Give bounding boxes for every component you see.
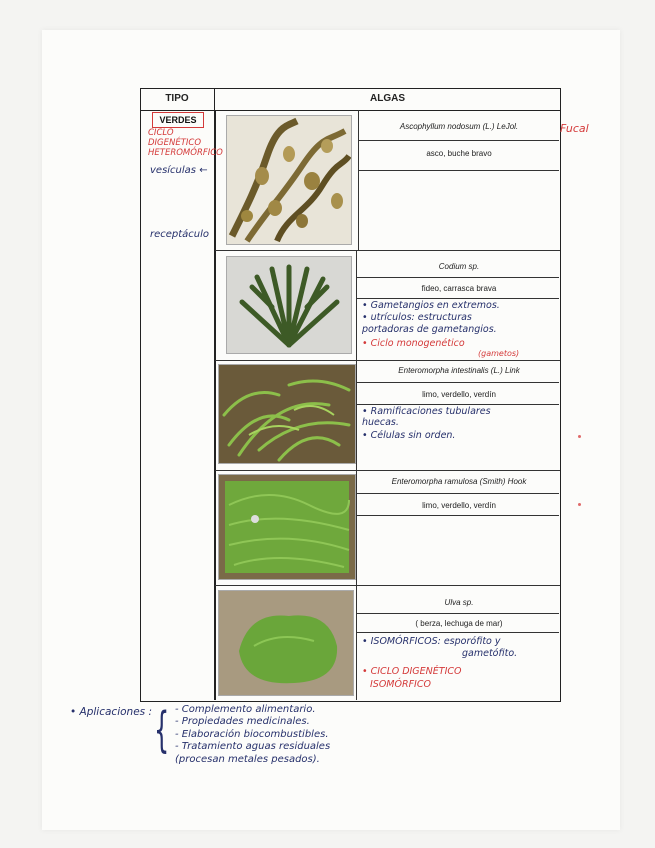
ascophyllum-scientific-name: Ascophyllum nodosum (L.) LeJol. <box>399 122 519 131</box>
ink-mark <box>578 435 581 438</box>
receptaculo-annotation: receptáculo <box>150 229 210 240</box>
header-tipo: TIPO <box>140 88 215 111</box>
ulva-note-3: • CICLO DIGENÉTICO <box>362 666 462 677</box>
ascophyllum-common-name: asco, buche bravo <box>426 149 492 158</box>
cell-divider <box>356 250 357 360</box>
enteromorpha-ramulosa-scientific-name: Enteromorpha ramulosa (Smith) Hook <box>391 477 527 486</box>
cell-line <box>356 613 559 614</box>
codium-scientific-name: Codium sp. <box>438 262 480 271</box>
intestinalis-note-3: • Células sin orden. <box>362 430 456 441</box>
row-divider <box>215 585 560 586</box>
cell-divider <box>358 110 359 250</box>
row-divider <box>215 470 560 471</box>
ulva-scientific-name: Ulva sp. <box>444 598 474 607</box>
aplicacion-item: - Propiedades medicinales. <box>175 716 310 728</box>
row-divider <box>215 250 560 251</box>
codium-note-5: (gametos) <box>478 349 520 358</box>
cell-line <box>356 382 559 383</box>
cell-divider <box>356 585 357 700</box>
brace-symbol: { <box>154 702 170 758</box>
enteromorpha-ramulosa-common-name: limo, verdello, verdín <box>422 501 496 510</box>
codium-note-1: • Gametangios en extremos. <box>362 300 500 311</box>
tipo-verdes-label: VERDES <box>152 112 204 128</box>
intestinalis-note-2: huecas. <box>362 417 399 428</box>
ciclo-annotation <box>148 128 223 158</box>
fucal-annotation: Fucal <box>560 122 589 135</box>
cell-line <box>356 493 559 494</box>
codium-note-2: • utrículos: estructuras <box>362 312 472 323</box>
header-algas: ALGAS <box>215 88 560 111</box>
cell-divider <box>356 360 357 470</box>
cell-line <box>358 140 559 141</box>
ciclo-line-3: HETEROMÓRFICO <box>148 148 223 158</box>
column-divider <box>214 110 216 700</box>
aplicacion-item: - Tratamiento aguas residuales <box>175 741 331 753</box>
enteromorpha-intestinalis-scientific-name: Enteromorpha intestinalis (L.) Link <box>398 366 520 375</box>
vesiculas-annotation: vesículas ← <box>150 165 208 176</box>
cell-line <box>356 277 559 278</box>
cell-line <box>356 298 559 299</box>
ulva-note-1: • ISOMÓRFICOS: esporófito y <box>362 636 501 647</box>
cell-line <box>356 404 559 405</box>
aplicacion-item: - Elaboración biocombustibles. <box>175 728 329 740</box>
cell-line <box>356 632 559 633</box>
codium-photo <box>226 256 352 354</box>
intestinalis-note-1: • Ramificaciones tubulares <box>362 406 491 417</box>
aplicaciones-list <box>175 704 330 766</box>
ciclo-line-1: CICLO <box>148 128 174 138</box>
codium-note-4: • Ciclo monogenético <box>362 338 465 349</box>
cell-line <box>358 170 559 171</box>
ulva-photo <box>218 590 354 696</box>
ascophyllum-photo <box>226 115 352 245</box>
cell-divider <box>356 470 357 585</box>
codium-note-3: portadoras de gametangios. <box>362 324 497 335</box>
ink-mark <box>578 503 581 506</box>
codium-common-name: fideo, carrasca brava <box>421 284 497 293</box>
enteromorpha-intestinalis-photo <box>218 364 356 464</box>
aplicacion-item: (procesan metales pesados). <box>175 753 320 765</box>
ulva-note-2: gametófito. <box>462 648 518 659</box>
enteromorpha-intestinalis-common-name: limo, verdello, verdín <box>422 390 496 399</box>
ulva-common-name: ( berza, lechuga de mar) <box>415 619 503 628</box>
cell-line <box>356 515 559 516</box>
aplicacion-item: - Complemento alimentario. <box>175 704 316 715</box>
row-divider <box>215 360 560 361</box>
ulva-note-4: ISOMÓRFICO <box>370 679 431 690</box>
aplicaciones-label: • Aplicaciones : <box>70 706 152 718</box>
ciclo-line-2: DIGENÉTICO <box>148 138 202 148</box>
enteromorpha-ramulosa-photo <box>218 474 356 580</box>
